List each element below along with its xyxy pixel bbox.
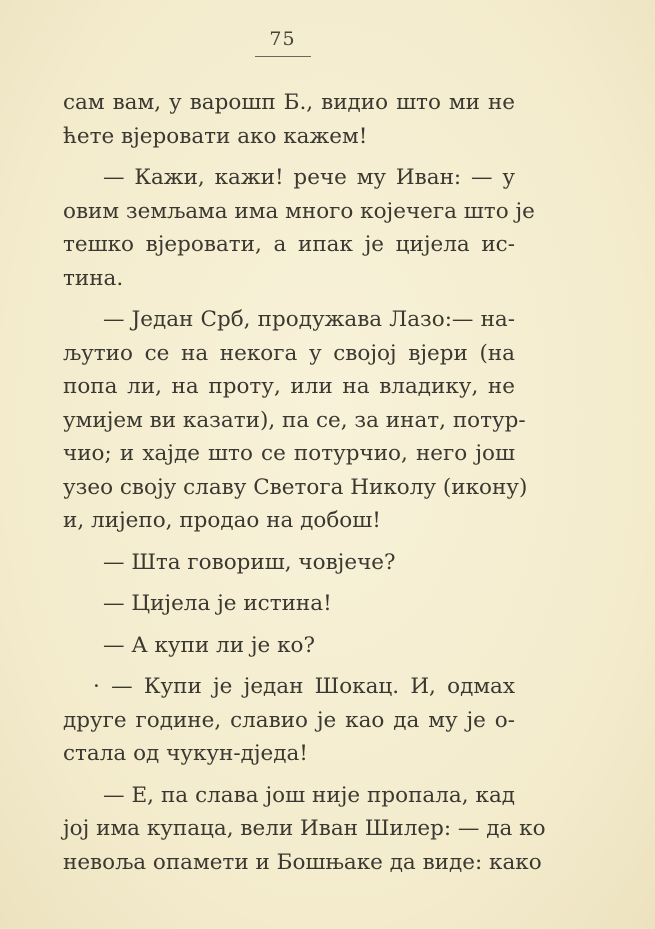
text-line: чио; и хајде што се потурчио, него још	[63, 441, 515, 466]
text-line: јој има купаца, вели Иван Шилер: — да ко	[63, 816, 546, 841]
text-line: стала од чукун-дједа!	[63, 741, 308, 766]
page-number-rule	[255, 56, 311, 57]
text-line: · — Купи је један Шокац. И, одмах	[93, 674, 515, 699]
text-line: тина.	[63, 265, 124, 291]
text-line: тешко вјеровати, а ипак је цијела ис-	[63, 232, 515, 257]
text-line: — А купи ли је ко?	[103, 632, 315, 658]
text-line: — Један Срб, продужава Лазо:— на-	[103, 307, 515, 332]
text-line: ћете вјеровати ако кажем!	[63, 123, 368, 149]
text-line: — Цијела је истина!	[103, 591, 332, 616]
text-line: овим земљама има много којечега што је	[63, 198, 535, 224]
text-line: — Шта говориш, човјече?	[103, 549, 396, 575]
text-line: љутио се на некога у својој вјери (на	[63, 340, 515, 366]
text-line: — Кажи, кажи! рече му Иван: — у	[103, 165, 515, 190]
text-line: попа ли, на проту, или на владику, не	[63, 374, 515, 399]
text-line: и, лијепо, продао на добош!	[63, 508, 381, 533]
page-number: 75	[269, 28, 296, 50]
text-line: умијем ви казати), па се, за инат, потур-	[63, 407, 526, 433]
body-text	[63, 86, 546, 879]
text-line: сам вам, у варошп Б., видио што ми не	[63, 90, 515, 115]
text-line: друге године, славио је као да му је о-	[63, 707, 515, 733]
text-line: невоља опамети и Бошњаке да виде: како	[63, 849, 542, 875]
text-line: узео своју славу Светога Николу (икону)	[63, 474, 528, 500]
text-line: — Е, па слава још није пропала, кад	[103, 782, 515, 808]
